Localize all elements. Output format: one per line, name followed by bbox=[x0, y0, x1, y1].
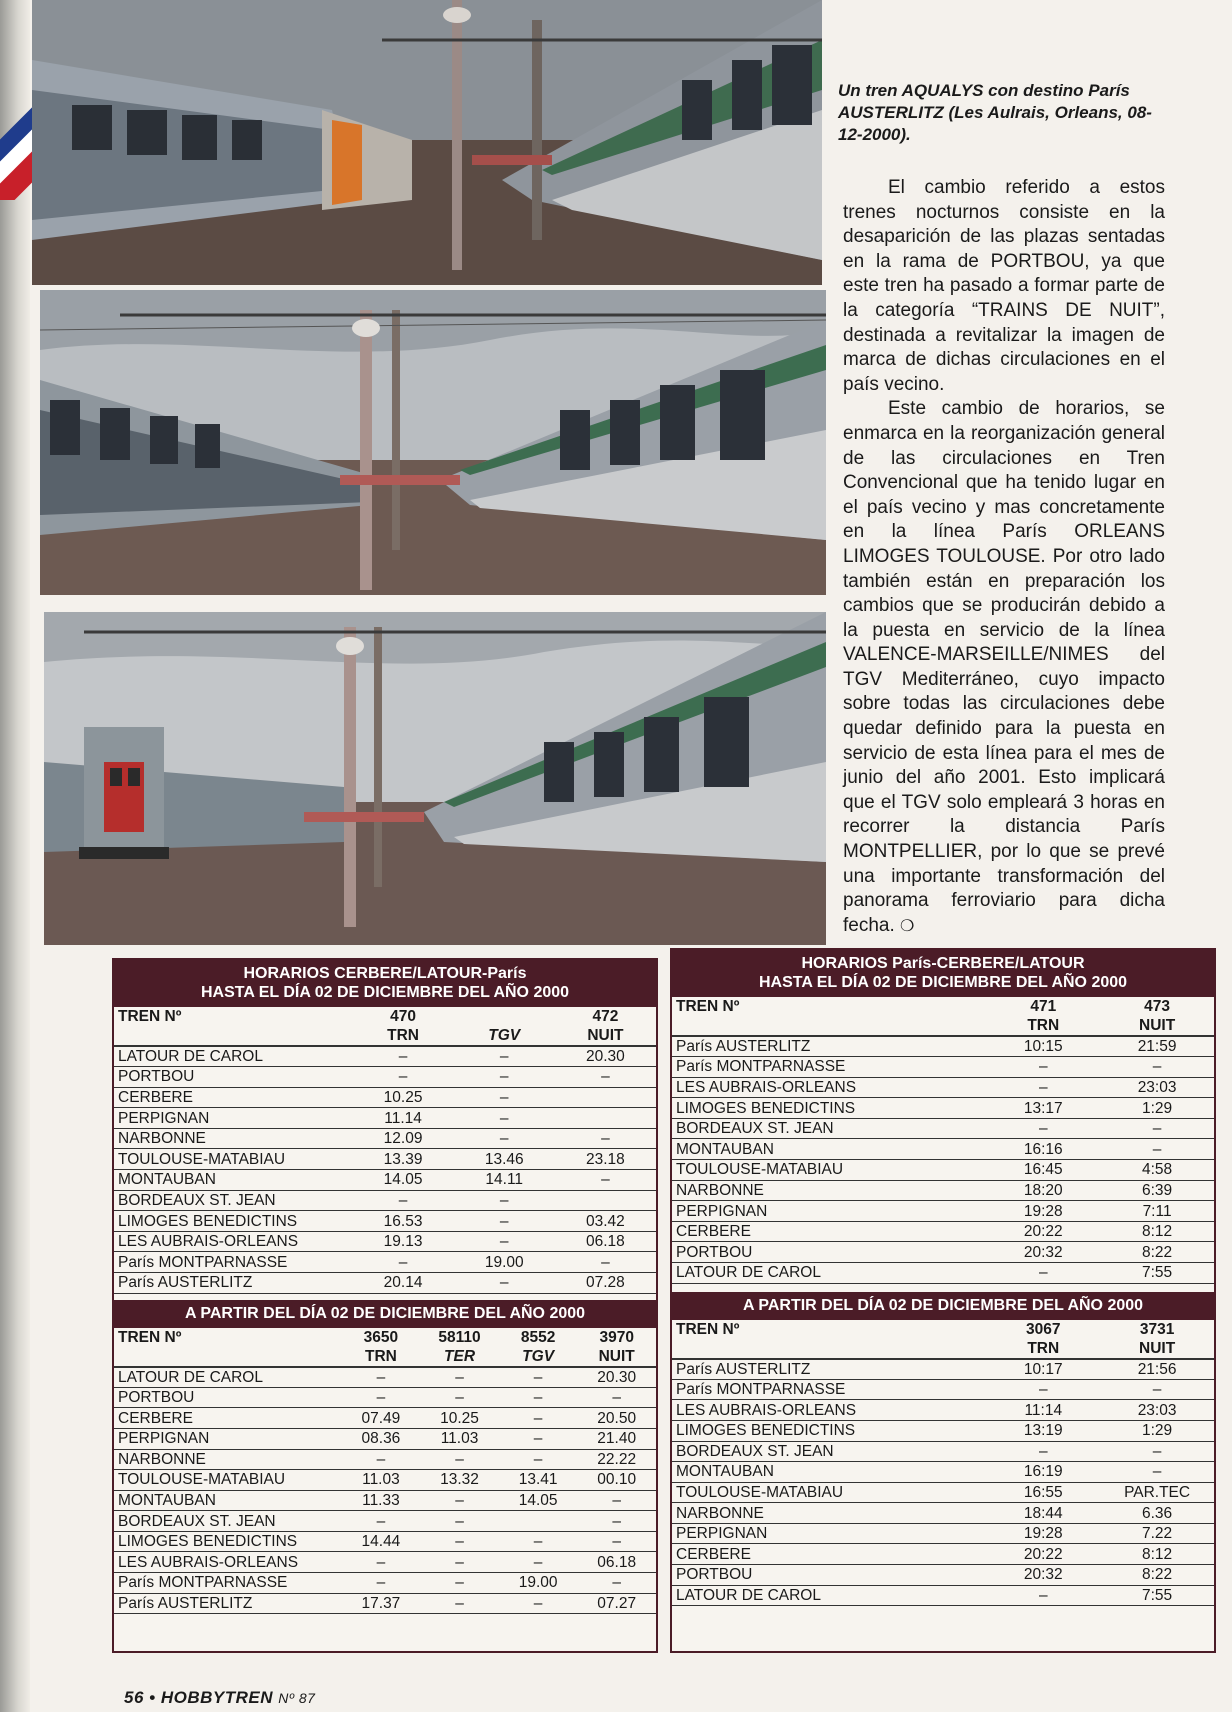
time-cell: 13.46 bbox=[454, 1149, 555, 1170]
time-cell: 16:19 bbox=[986, 1462, 1100, 1483]
time-cell: – bbox=[454, 1128, 555, 1149]
time-cell: 23:03 bbox=[1100, 1400, 1214, 1421]
table-row bbox=[114, 1428, 656, 1449]
station-cell: París AUSTERLITZ bbox=[114, 1273, 352, 1294]
time-cell: 21.40 bbox=[577, 1428, 656, 1449]
column-header: 3970 NUIT bbox=[577, 1328, 656, 1367]
time-cell bbox=[555, 1108, 656, 1129]
time-cell: 06.18 bbox=[555, 1231, 656, 1252]
time-cell: – bbox=[454, 1108, 555, 1129]
time-cell: – bbox=[1100, 1139, 1214, 1160]
table-row bbox=[114, 1273, 656, 1294]
time-cell: – bbox=[499, 1408, 578, 1429]
time-cell: – bbox=[577, 1387, 656, 1408]
station-cell: TOULOUSE-MATABIAU bbox=[114, 1470, 342, 1491]
time-cell: – bbox=[420, 1573, 499, 1594]
table-title-line: HASTA EL DÍA 02 DE DICIEMBRE DEL AÑO 2000 bbox=[200, 984, 570, 1001]
time-cell: – bbox=[342, 1511, 421, 1532]
table-row bbox=[114, 1593, 656, 1614]
station-cell: NARBONNE bbox=[672, 1503, 986, 1524]
station-cell: París MONTPARNASSE bbox=[114, 1252, 352, 1273]
time-cell: – bbox=[420, 1387, 499, 1408]
time-cell: 14.44 bbox=[342, 1531, 421, 1552]
table-row bbox=[672, 1482, 1214, 1503]
table-title bbox=[672, 950, 1214, 997]
article-paragraph-text: Este cambio de horarios, se enmarca en la reorganización general de las circulaciones en Tren Convencional que ha tenido lugar en el país vecino y mas concretamente en la línea París ORLEANS LIMOGES TOULOUSE. Por otro lado también están en preparación los cambios que se producirán debido a la puesta en servicio de la línea VALENCE-MARSEILLE/NIMES del TGV Mediterráneo, cuyo impacto sobre todas las circulaciones debe quedar definido para la puesta en servicio de esta línea para el mes de junio del año 2001. Esto implicará que el TGV solo empleará 3 horas en recorrer la distancia París MONTPELLIER, por lo que se prevé una importante transformación del panorama ferroviario para dicha fecha. bbox=[843, 398, 1165, 936]
table-row bbox=[114, 1252, 656, 1273]
table-title-line: A PARTIR DEL DÍA 02 DE DICIEMBRE DEL AÑO 2000 bbox=[742, 1296, 1144, 1314]
time-cell: – bbox=[1100, 1118, 1214, 1139]
station-cell: MONTAUBAN bbox=[672, 1139, 986, 1160]
table-row bbox=[114, 1067, 656, 1088]
schedule-table bbox=[672, 997, 1214, 1284]
table-row bbox=[114, 1108, 656, 1129]
time-cell: – bbox=[454, 1067, 555, 1088]
time-cell: 11:14 bbox=[986, 1400, 1100, 1421]
table-title-line: HORARIOS París-CERBERE/LATOUR bbox=[801, 955, 1085, 972]
time-cell: – bbox=[420, 1531, 499, 1552]
table-row bbox=[672, 1118, 1214, 1139]
time-cell: 21:59 bbox=[1100, 1036, 1214, 1057]
time-cell: 11.03 bbox=[342, 1470, 421, 1491]
time-cell: 13.41 bbox=[499, 1470, 578, 1491]
time-cell: – bbox=[342, 1552, 421, 1573]
time-cell: 13.32 bbox=[420, 1470, 499, 1491]
time-cell: 06.18 bbox=[577, 1552, 656, 1573]
time-cell: 20:32 bbox=[986, 1242, 1100, 1263]
table-row bbox=[114, 1367, 656, 1388]
time-cell: – bbox=[454, 1087, 555, 1108]
time-cell: 16.53 bbox=[352, 1211, 453, 1232]
time-cell: – bbox=[420, 1490, 499, 1511]
time-cell: – bbox=[352, 1190, 453, 1211]
time-cell: – bbox=[420, 1449, 499, 1470]
station-cell: PORTBOU bbox=[672, 1242, 986, 1263]
article-paragraph bbox=[843, 397, 1165, 939]
table-row bbox=[672, 1565, 1214, 1586]
time-cell: 1:29 bbox=[1100, 1098, 1214, 1119]
station-cell: BORDEAUX ST. JEAN bbox=[672, 1118, 986, 1139]
station-cell: CERBERE bbox=[672, 1544, 986, 1565]
time-cell: 7.22 bbox=[1100, 1523, 1214, 1544]
station-cell: París AUSTERLITZ bbox=[114, 1593, 342, 1614]
column-header: TREN Nº bbox=[672, 997, 986, 1036]
table-row bbox=[672, 1379, 1214, 1400]
time-cell: 7:55 bbox=[1100, 1263, 1214, 1284]
time-cell: 20.14 bbox=[352, 1273, 453, 1294]
table-row bbox=[672, 1400, 1214, 1421]
station-cell: CERBERE bbox=[114, 1408, 342, 1429]
time-cell: 14.05 bbox=[352, 1170, 453, 1191]
table-header-row bbox=[672, 1320, 1214, 1359]
table-row bbox=[672, 1201, 1214, 1222]
timetable-cerbere-latour-paris bbox=[112, 958, 658, 1653]
time-cell: 11.03 bbox=[420, 1428, 499, 1449]
time-cell: – bbox=[555, 1170, 656, 1191]
time-cell: – bbox=[454, 1211, 555, 1232]
time-cell: – bbox=[1100, 1057, 1214, 1078]
table-row bbox=[114, 1046, 656, 1067]
station-cell: CERBERE bbox=[114, 1087, 352, 1108]
station-cell: PERPIGNAN bbox=[114, 1108, 352, 1129]
table-row bbox=[114, 1511, 656, 1532]
time-cell: 8:12 bbox=[1100, 1544, 1214, 1565]
timetable-paris-cerbere-latour bbox=[670, 948, 1216, 1653]
table-row bbox=[672, 1139, 1214, 1160]
time-cell: – bbox=[986, 1077, 1100, 1098]
table-row bbox=[672, 1420, 1214, 1441]
station-cell: NARBONNE bbox=[114, 1449, 342, 1470]
time-cell: 16:55 bbox=[986, 1482, 1100, 1503]
station-cell: LATOUR DE CAROL bbox=[672, 1585, 986, 1606]
table-row bbox=[672, 1077, 1214, 1098]
station-cell: PORTBOU bbox=[114, 1067, 352, 1088]
time-cell: 03.42 bbox=[555, 1211, 656, 1232]
article-paragraph: El cambio referido a estos trenes nocturnos consiste en la desaparición de las plazas sentadas en la rama de PORTBOU, ya que este tren ha pasado a formar parte de la categoría “TRAINS DE NUIT”, destinada a revitalizar la imagen de marca de dichas circulaciones en el país vecino. bbox=[843, 177, 1165, 395]
table-row bbox=[114, 1470, 656, 1491]
table-row bbox=[114, 1149, 656, 1170]
time-cell: 8:22 bbox=[1100, 1565, 1214, 1586]
table-row bbox=[114, 1387, 656, 1408]
time-cell bbox=[555, 1190, 656, 1211]
time-cell: 11.14 bbox=[352, 1108, 453, 1129]
table-row bbox=[672, 1057, 1214, 1078]
table-row bbox=[114, 1211, 656, 1232]
time-cell: – bbox=[454, 1273, 555, 1294]
time-cell: 00.10 bbox=[577, 1470, 656, 1491]
time-cell: 19:28 bbox=[986, 1201, 1100, 1222]
time-cell: – bbox=[342, 1367, 421, 1388]
time-cell: – bbox=[577, 1531, 656, 1552]
time-cell: 6:39 bbox=[1100, 1180, 1214, 1201]
time-cell: – bbox=[352, 1067, 453, 1088]
station-cell: París MONTPARNASSE bbox=[672, 1379, 986, 1400]
time-cell: 8:12 bbox=[1100, 1221, 1214, 1242]
end-mark-icon: ❍ bbox=[900, 917, 915, 935]
time-cell: 22.22 bbox=[577, 1449, 656, 1470]
time-cell: – bbox=[420, 1511, 499, 1532]
table-row bbox=[672, 1585, 1214, 1606]
station-cell: PORTBOU bbox=[114, 1387, 342, 1408]
time-cell: 23:03 bbox=[1100, 1077, 1214, 1098]
table-header-row bbox=[114, 1007, 656, 1046]
time-cell: 19:28 bbox=[986, 1523, 1100, 1544]
column-header: 58110 TER bbox=[420, 1328, 499, 1367]
time-cell: – bbox=[555, 1128, 656, 1149]
time-cell: 1:29 bbox=[1100, 1420, 1214, 1441]
time-cell: 20:22 bbox=[986, 1544, 1100, 1565]
table-row bbox=[114, 1170, 656, 1191]
station-cell: LIMOGES BENEDICTINS bbox=[672, 1420, 986, 1441]
schedule-table bbox=[114, 1328, 656, 1615]
table-title bbox=[114, 960, 656, 1007]
station-cell: LIMOGES BENEDICTINS bbox=[114, 1211, 352, 1232]
time-cell: 10:15 bbox=[986, 1036, 1100, 1057]
table-title-line: HASTA EL DÍA 02 DE DICIEMBRE DEL AÑO 2000 bbox=[758, 974, 1128, 991]
time-cell: 21:56 bbox=[1100, 1359, 1214, 1380]
time-cell: – bbox=[555, 1067, 656, 1088]
table-row bbox=[672, 1503, 1214, 1524]
schedule-table bbox=[672, 1320, 1214, 1607]
time-cell: 23.18 bbox=[555, 1149, 656, 1170]
time-cell: 20.50 bbox=[577, 1408, 656, 1429]
station-cell: LES AUBRAIS-ORLEANS bbox=[114, 1231, 352, 1252]
table-row bbox=[114, 1531, 656, 1552]
time-cell: – bbox=[420, 1367, 499, 1388]
table-row bbox=[114, 1408, 656, 1429]
time-cell: 20.30 bbox=[577, 1367, 656, 1388]
time-cell: 20.30 bbox=[555, 1046, 656, 1067]
station-cell: MONTAUBAN bbox=[114, 1170, 352, 1191]
time-cell: 16:16 bbox=[986, 1139, 1100, 1160]
station-cell: París AUSTERLITZ bbox=[672, 1036, 986, 1057]
schedule-table bbox=[114, 1007, 656, 1294]
table-row bbox=[672, 1160, 1214, 1181]
time-cell: 07.49 bbox=[342, 1408, 421, 1429]
table-row bbox=[114, 1190, 656, 1211]
station-cell: PERPIGNAN bbox=[672, 1523, 986, 1544]
station-cell: PERPIGNAN bbox=[672, 1201, 986, 1222]
time-cell: 12.09 bbox=[352, 1128, 453, 1149]
time-cell: 13:17 bbox=[986, 1098, 1100, 1119]
table-row bbox=[114, 1128, 656, 1149]
time-cell: – bbox=[986, 1057, 1100, 1078]
time-cell: 19.00 bbox=[454, 1252, 555, 1273]
time-cell: 17.37 bbox=[342, 1593, 421, 1614]
station-cell: MONTAUBAN bbox=[672, 1462, 986, 1483]
station-cell: LIMOGES BENEDICTINS bbox=[114, 1531, 342, 1552]
time-cell: 7:11 bbox=[1100, 1201, 1214, 1222]
magazine-name: HOBBYTREN bbox=[160, 1688, 274, 1707]
time-cell: PAR.TEC bbox=[1100, 1482, 1214, 1503]
time-cell: – bbox=[986, 1263, 1100, 1284]
column-header: 470 TRN bbox=[352, 1007, 453, 1046]
page-binding-edge bbox=[0, 0, 30, 1712]
time-cell: – bbox=[986, 1118, 1100, 1139]
station-cell: LIMOGES BENEDICTINS bbox=[672, 1098, 986, 1119]
column-header: 3650 TRN bbox=[342, 1328, 421, 1367]
time-cell: 11.33 bbox=[342, 1490, 421, 1511]
column-header: 473 NUIT bbox=[1100, 997, 1214, 1036]
time-cell: – bbox=[499, 1552, 578, 1573]
time-cell: – bbox=[1100, 1462, 1214, 1483]
time-cell: – bbox=[499, 1531, 578, 1552]
page-number: 56 bbox=[124, 1688, 144, 1707]
time-cell: 19.00 bbox=[499, 1573, 578, 1594]
station-cell: LATOUR DE CAROL bbox=[114, 1046, 352, 1067]
station-cell: LES AUBRAIS-ORLEANS bbox=[672, 1077, 986, 1098]
time-cell: – bbox=[986, 1379, 1100, 1400]
column-header: TGV bbox=[454, 1007, 555, 1046]
station-cell: BORDEAUX ST. JEAN bbox=[672, 1441, 986, 1462]
table-row bbox=[672, 1523, 1214, 1544]
column-header: TREN Nº bbox=[672, 1320, 986, 1359]
article-body bbox=[843, 176, 1165, 939]
table-row bbox=[672, 1441, 1214, 1462]
column-header: 8552 TGV bbox=[499, 1328, 578, 1367]
column-header: 471 TRN bbox=[986, 997, 1100, 1036]
time-cell: 13:19 bbox=[986, 1420, 1100, 1441]
station-cell: NARBONNE bbox=[672, 1180, 986, 1201]
table-header-row bbox=[114, 1328, 656, 1367]
time-cell: – bbox=[342, 1449, 421, 1470]
time-cell: – bbox=[499, 1428, 578, 1449]
time-cell: – bbox=[499, 1387, 578, 1408]
table-row bbox=[114, 1087, 656, 1108]
time-cell: – bbox=[1100, 1441, 1214, 1462]
photo-aqualys-train-platform bbox=[32, 0, 822, 285]
station-cell: LES AUBRAIS-ORLEANS bbox=[672, 1400, 986, 1421]
time-cell: – bbox=[577, 1511, 656, 1532]
station-cell: MONTAUBAN bbox=[114, 1490, 342, 1511]
station-cell: PORTBOU bbox=[672, 1565, 986, 1586]
table-row bbox=[672, 1221, 1214, 1242]
station-cell: París MONTPARNASSE bbox=[114, 1573, 342, 1594]
time-cell: – bbox=[420, 1552, 499, 1573]
time-cell: 20:32 bbox=[986, 1565, 1100, 1586]
time-cell: – bbox=[1100, 1379, 1214, 1400]
time-cell bbox=[555, 1087, 656, 1108]
time-cell: 08.36 bbox=[342, 1428, 421, 1449]
time-cell: 10.25 bbox=[420, 1408, 499, 1429]
time-cell: 18:20 bbox=[986, 1180, 1100, 1201]
table-title bbox=[114, 1300, 656, 1328]
station-cell: BORDEAUX ST. JEAN bbox=[114, 1190, 352, 1211]
table-header-row bbox=[672, 997, 1214, 1036]
time-cell: – bbox=[499, 1449, 578, 1470]
table-row bbox=[672, 1036, 1214, 1057]
time-cell: – bbox=[352, 1046, 453, 1067]
time-cell: 7:55 bbox=[1100, 1585, 1214, 1606]
table-row bbox=[672, 1462, 1214, 1483]
table-row bbox=[114, 1449, 656, 1470]
time-cell: 14.05 bbox=[499, 1490, 578, 1511]
table-row bbox=[672, 1263, 1214, 1284]
time-cell: – bbox=[986, 1585, 1100, 1606]
time-cell: 8:22 bbox=[1100, 1242, 1214, 1263]
time-cell: 10.25 bbox=[352, 1087, 453, 1108]
station-cell: PERPIGNAN bbox=[114, 1428, 342, 1449]
table-row bbox=[114, 1552, 656, 1573]
station-cell: LES AUBRAIS-ORLEANS bbox=[114, 1552, 342, 1573]
station-cell: BORDEAUX ST. JEAN bbox=[114, 1511, 342, 1532]
time-cell: – bbox=[342, 1573, 421, 1594]
table-row bbox=[672, 1359, 1214, 1380]
station-cell: París MONTPARNASSE bbox=[672, 1057, 986, 1078]
table-row bbox=[114, 1231, 656, 1252]
time-cell: – bbox=[342, 1387, 421, 1408]
time-cell: 13.39 bbox=[352, 1149, 453, 1170]
time-cell: – bbox=[577, 1490, 656, 1511]
photo-station-platform-two-trains bbox=[40, 290, 826, 595]
time-cell: – bbox=[986, 1441, 1100, 1462]
photo-caption: Un tren AQUALYS con destino París AUSTERLITZ (Les Aulrais, Orleans, 08-12-2000). bbox=[838, 81, 1152, 144]
column-header: TREN Nº bbox=[114, 1328, 342, 1367]
column-header: TREN Nº bbox=[114, 1007, 352, 1046]
station-cell: LATOUR DE CAROL bbox=[672, 1263, 986, 1284]
station-cell: París AUSTERLITZ bbox=[672, 1359, 986, 1380]
table-row bbox=[672, 1544, 1214, 1565]
table-row bbox=[672, 1242, 1214, 1263]
station-cell: TOULOUSE-MATABIAU bbox=[114, 1149, 352, 1170]
time-cell: 19.13 bbox=[352, 1231, 453, 1252]
station-cell: CERBERE bbox=[672, 1221, 986, 1242]
table-title-line: A PARTIR DEL DÍA 02 DE DICIEMBRE DEL AÑO 2000 bbox=[184, 1304, 586, 1322]
time-cell: – bbox=[555, 1252, 656, 1273]
table-row bbox=[114, 1490, 656, 1511]
time-cell: 07.28 bbox=[555, 1273, 656, 1294]
time-cell: – bbox=[499, 1593, 578, 1614]
table-title-line: HORARIOS CERBERE/LATOUR-París bbox=[243, 965, 527, 982]
table-row bbox=[672, 1098, 1214, 1119]
time-cell: – bbox=[420, 1593, 499, 1614]
station-cell: TOULOUSE-MATABIAU bbox=[672, 1482, 986, 1503]
time-cell: – bbox=[454, 1190, 555, 1211]
column-header: 472 NUIT bbox=[555, 1007, 656, 1046]
footer-separator: • bbox=[149, 1688, 156, 1707]
time-cell: – bbox=[454, 1046, 555, 1067]
column-header: 3067 TRN bbox=[986, 1320, 1100, 1359]
time-cell bbox=[499, 1511, 578, 1532]
table-title bbox=[672, 1292, 1214, 1320]
photo-station-platform-rear-coach bbox=[44, 612, 826, 945]
station-cell: LATOUR DE CAROL bbox=[114, 1367, 342, 1388]
issue-number: Nº 87 bbox=[278, 1690, 316, 1706]
time-cell: 16:45 bbox=[986, 1160, 1100, 1181]
time-cell: 6.36 bbox=[1100, 1503, 1214, 1524]
time-cell: 4:58 bbox=[1100, 1160, 1214, 1181]
time-cell: 07.27 bbox=[577, 1593, 656, 1614]
time-cell: – bbox=[352, 1252, 453, 1273]
station-cell: NARBONNE bbox=[114, 1128, 352, 1149]
time-cell: 10:17 bbox=[986, 1359, 1100, 1380]
time-cell: 20:22 bbox=[986, 1221, 1100, 1242]
station-cell: TOULOUSE-MATABIAU bbox=[672, 1160, 986, 1181]
column-header: 3731 NUIT bbox=[1100, 1320, 1214, 1359]
time-cell: – bbox=[454, 1231, 555, 1252]
table-row bbox=[114, 1573, 656, 1594]
time-cell: – bbox=[577, 1573, 656, 1594]
page-footer bbox=[124, 1688, 315, 1708]
time-cell: – bbox=[499, 1367, 578, 1388]
time-cell: 18:44 bbox=[986, 1503, 1100, 1524]
table-row bbox=[672, 1180, 1214, 1201]
time-cell: 14.11 bbox=[454, 1170, 555, 1191]
